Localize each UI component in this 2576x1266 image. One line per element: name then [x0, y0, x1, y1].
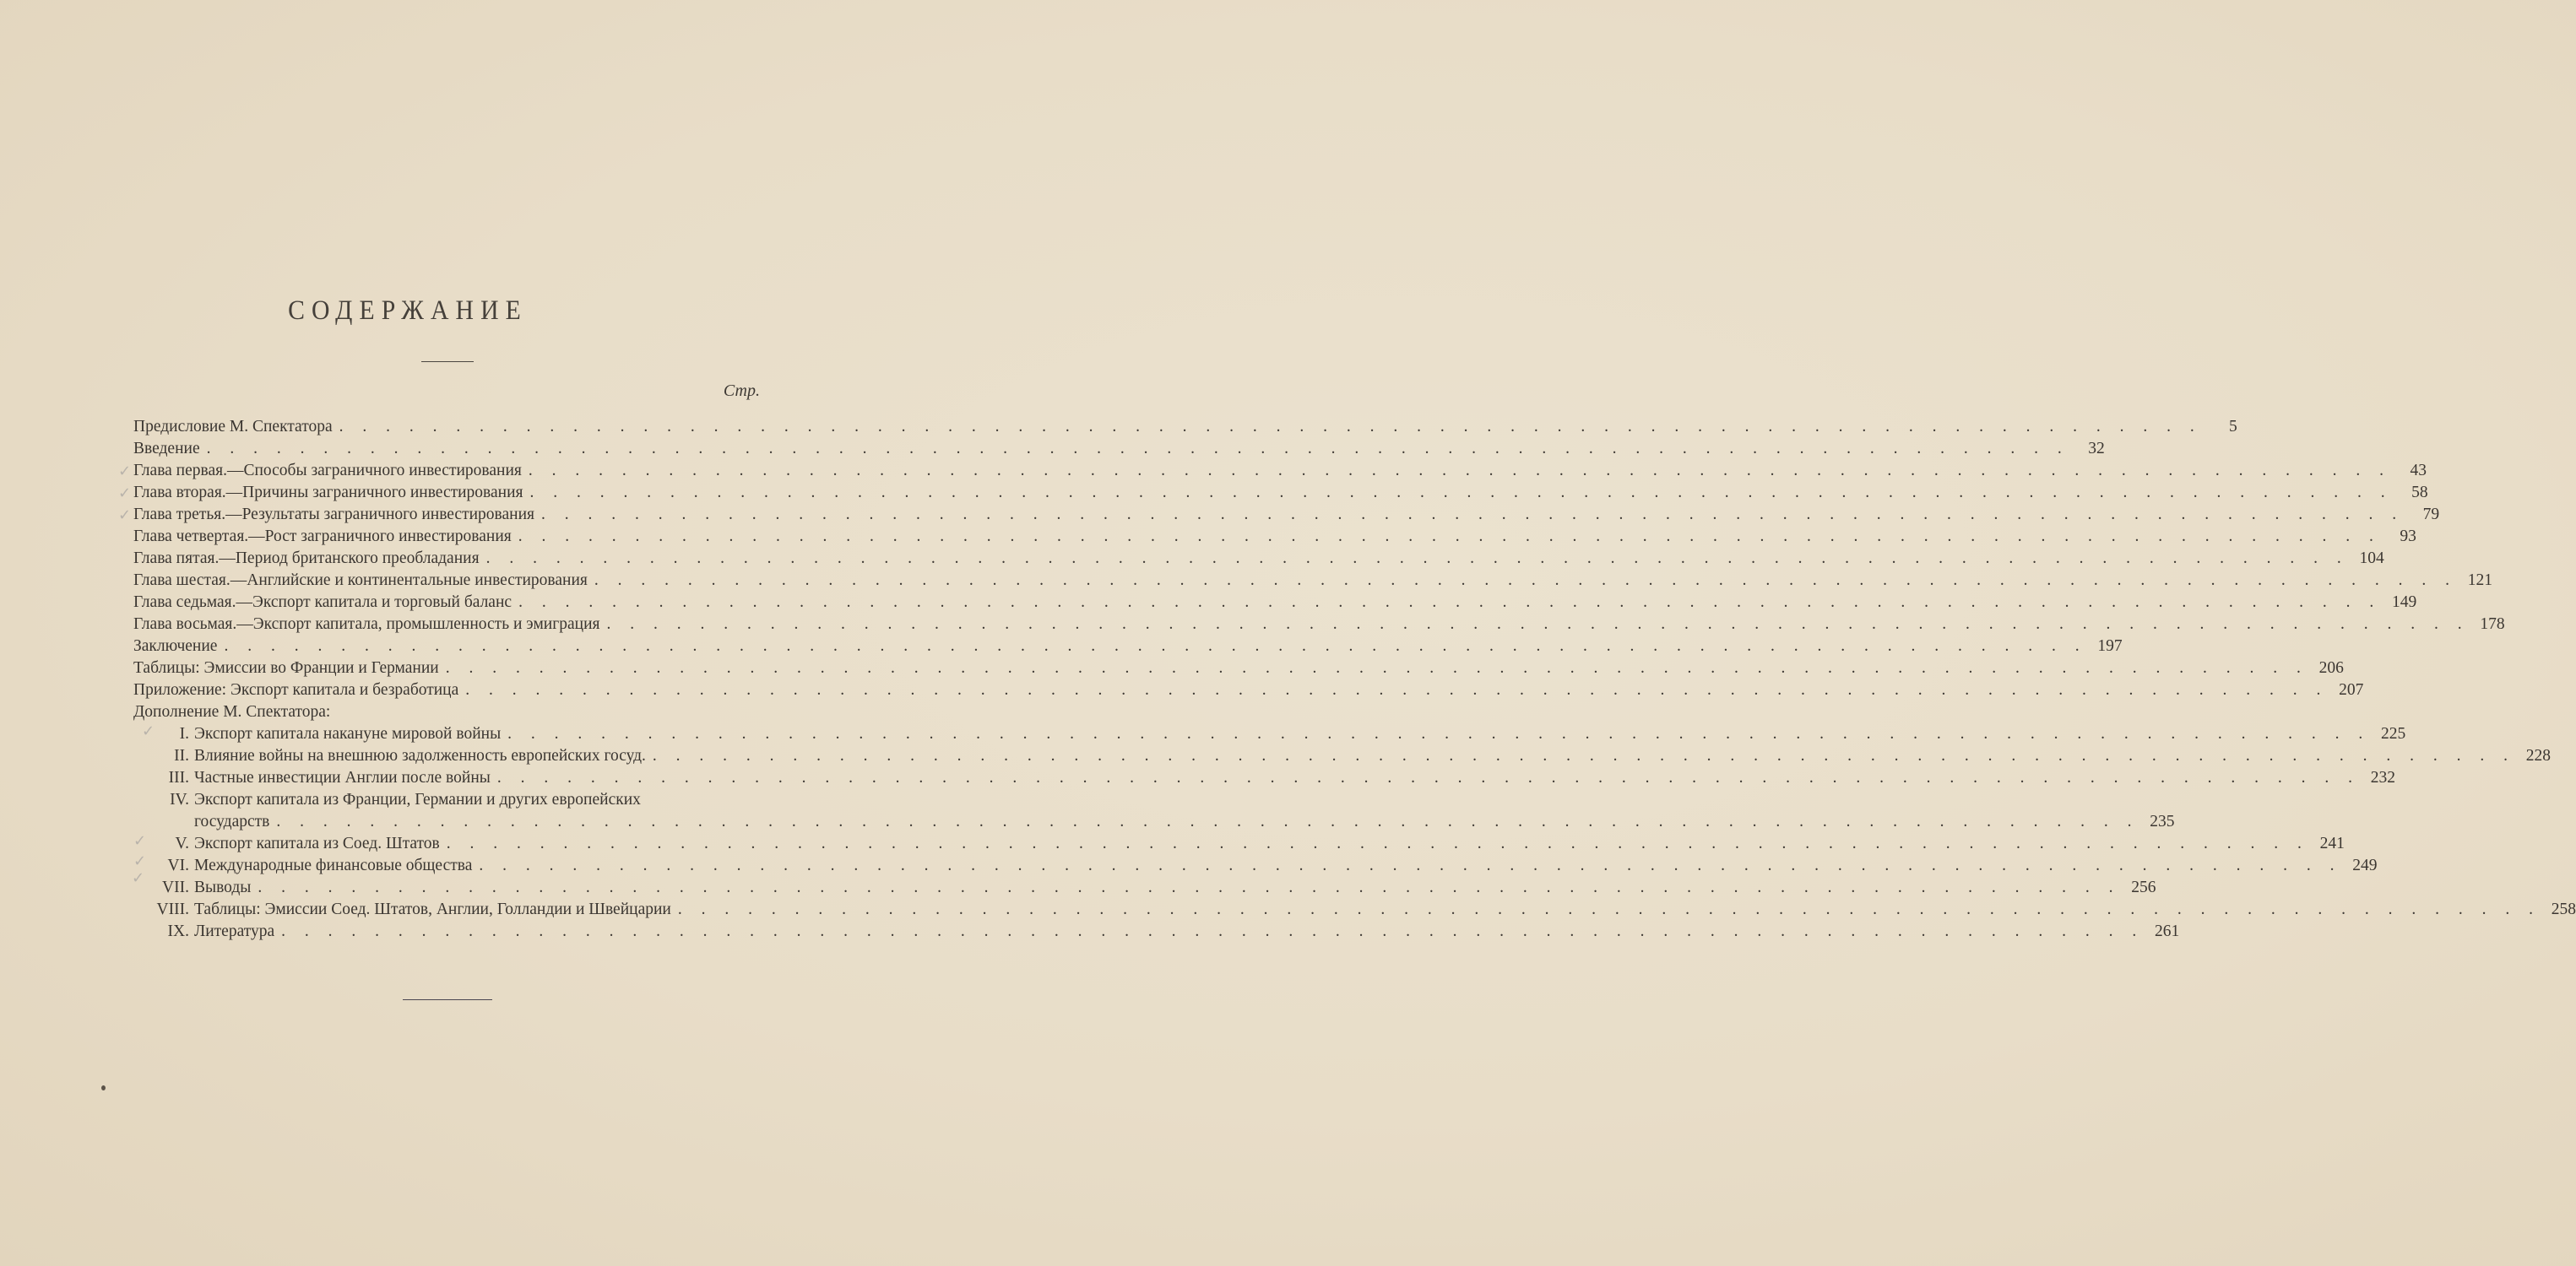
entry-label: Таблицы: Эмиссии во Франции и Германии: [133, 659, 439, 677]
dot-leader: . . . . . . . . . . . . . . . . . . . . . . . . . . . . . . . . . . . . . . . . . . . . . . . . . . . . . . . . . . . . . . . . . . . . . . . . . . . . . . . .: [518, 528, 2381, 545]
dot-leader: . . . . . . . . . . . . . . . . . . . . . . . . . . . . . . . . . . . . . . . . . . . . . . . . . . . . . . . . . . . . . . . . . . . . . . . . . . . . . . . .: [528, 462, 2391, 479]
dot-leader: . . . . . . . . . . . . . . . . . . . . . . . . . . . . . . . . . . . . . . . . . . . . . . . . . . . . . . . . . . . . . . . . . . . . . . . . . . . . . . . .: [529, 484, 2393, 501]
toc-entry[interactable]: [133, 460, 2427, 482]
toc-entry[interactable]: [133, 636, 2123, 657]
entry-label: Выводы: [194, 879, 252, 896]
entry-label: Глава восьмая.—Экспорт капитала, промышленность и эмиграция: [133, 615, 600, 633]
entry-label: Глава четвертая.—Рост заграничного инвестирования: [133, 528, 512, 545]
entry-page: 104: [2359, 549, 2384, 567]
toc-entry[interactable]: [133, 614, 2505, 636]
toc-entry[interactable]: [133, 416, 2237, 438]
supplement-entry[interactable]: [133, 833, 2345, 855]
pencil-checkmark-icon: ✓: [118, 484, 132, 502]
entry-page: 241: [2319, 835, 2345, 852]
entry-label: Заключение: [133, 637, 218, 655]
entry-page: 178: [2480, 615, 2505, 633]
entry-label-continuation: государств: [194, 813, 270, 830]
pencil-checkmark-icon: ✓: [132, 869, 145, 887]
entry-page: 207: [2339, 681, 2364, 699]
dot-leader: . . . . . . . . . . . . . . . . . . . . . . . . . . . . . . . . . . . . . . . . . . . . . . . . . . . . . . . . . . . . . . . . . . . . . . . . . . . . . . . .: [446, 835, 2309, 852]
entry-page: 197: [2097, 637, 2123, 655]
entry-numeral: V.: [175, 835, 189, 852]
entry-label: Глава шестая.—Английские и континентальные инвестирования: [133, 571, 588, 589]
pencil-checkmark-icon: ✓: [133, 832, 147, 850]
dot-leader: . . . . . . . . . . . . . . . . . . . . . . . . . . . . . . . . . . . . . . . . . . . . . . . . . . . . . . . . . . . . . . . . . . . . . . . . . . . . . . . .: [206, 440, 2069, 457]
entry-label: Частные инвестиции Англии после войны: [194, 769, 491, 787]
entry-page: 5: [2229, 418, 2237, 436]
entry-numeral: VII.: [162, 879, 189, 896]
dot-leader: . . . . . . . . . . . . . . . . . . . . . . . . . . . . . . . . . . . . . . . . . . . . . . . . . . . . . . . . . . . . . . . . . . . . . . . . . . . . . . . .: [652, 747, 2516, 765]
dot-leader: . . . . . . . . . . . . . . . . . . . . . . . . . . . . . . . . . . . . . . . . . . . . . . . . . . . . . . . . . . . . . . . . . . . . . . . . . . . . . . . .: [518, 593, 2382, 611]
toc-entry[interactable]: [133, 657, 2344, 679]
ink-speck: [101, 1085, 106, 1090]
entry-page: 258: [2551, 901, 2576, 918]
dot-leader: . . . . . . . . . . . . . . . . . . . . . . . . . . . . . . . . . . . . . . . . . . . . . . . . . . . . . . . . . . . . . . . . . . . . . . . . . . . . . . . .: [540, 506, 2405, 523]
supplement-entry[interactable]: [133, 899, 2576, 921]
supplement-header: [133, 701, 760, 723]
entry-page: 79: [2422, 506, 2440, 523]
entry-page: 249: [2352, 857, 2378, 874]
entry-label: Глава первая.—Способы заграничного инвестирования: [133, 462, 522, 479]
dot-leader: . . . . . . . . . . . . . . . . . . . . . . . . . . . . . . . . . . . . . . . . . . . . . . . . . . . . . . . . . . . . . . . . . . . . . . . . . . . . . . . .: [339, 418, 2202, 436]
entry-label: Глава седьмая.—Экспорт капитала и торговый баланс: [133, 593, 512, 611]
supplement-entry[interactable]: [133, 877, 2156, 899]
entry-label: Глава пятая.—Период британского преобладания: [133, 549, 480, 567]
entry-numeral: III.: [168, 769, 189, 787]
supplement-header-label: Дополнение М. Спектатора:: [133, 703, 331, 721]
title-divider: [421, 361, 474, 362]
supplement-entry[interactable]: [133, 767, 2395, 789]
entry-label: Таблицы: Эмиссии Соед. Штатов, Англии, Голландии и Швейцарии: [194, 901, 671, 918]
pencil-checkmark-icon: ✓: [118, 506, 132, 524]
toc-entry[interactable]: [133, 482, 2428, 504]
dot-leader: . . . . . . . . . . . . . . . . . . . . . . . . . . . . . . . . . . . . . . . . . . . . . . . . . . . . . . . . . . . . . . . . . . . . . . . . . . . . . . . .: [445, 659, 2308, 677]
entry-label: Глава вторая.—Причины заграничного инвестирования: [133, 484, 523, 501]
toc-entry[interactable]: [133, 438, 2105, 460]
supplement-entry[interactable]: [133, 789, 760, 811]
dot-leader: . . . . . . . . . . . . . . . . . . . . . . . . . . . . . . . . . . . . . . . . . . . . . . . . . . . . . . . . . . . . . . . . . . . . . . . . . . . . . . . .: [594, 571, 2457, 589]
entry-page: 32: [2088, 440, 2105, 457]
pencil-checkmark-icon: ✓: [133, 852, 147, 870]
dot-leader: . . . . . . . . . . . . . . . . . . . . . . . . . . . . . . . . . . . . . . . . . . . . . . . . . . . . . . . . . . . . . . . . . . . . . . . . . . . . . . . .: [677, 901, 2541, 918]
supplement-entry[interactable]: [133, 723, 2406, 745]
entry-page: 256: [2131, 879, 2156, 896]
entry-label: Литература: [194, 922, 275, 940]
entry-label: Введение: [133, 440, 200, 457]
toc-entry[interactable]: [133, 570, 2492, 592]
entry-page: 235: [2150, 813, 2175, 830]
entry-numeral: VI.: [167, 857, 189, 874]
dot-leader: . . . . . . . . . . . . . . . . . . . . . . . . . . . . . . . . . . . . . . . . . . . . . . . . . . . . . . . . . . . . . . . . . . . . . . . . . . . . . . . .: [496, 769, 2360, 787]
entry-label: Экспорт капитала из Соед. Штатов: [194, 835, 440, 852]
dot-leader: . . . . . . . . . . . . . . . . . . . . . . . . . . . . . . . . . . . . . . . . . . . . . . . . . . . . . . . . . . . . . . . . . . . . . . . . . . . . . . . .: [281, 922, 2145, 940]
pencil-checkmark-icon: ✓: [118, 463, 132, 480]
supplement-entry[interactable]: [133, 855, 2378, 877]
entry-numeral: VIII.: [156, 901, 189, 918]
entry-label: Приложение: Экспорт капитала и безработица: [133, 681, 459, 699]
entry-label: Глава третья.—Результаты заграничного инвестирования: [133, 506, 534, 523]
entry-page: 43: [2410, 462, 2427, 479]
entry-page: 228: [2525, 747, 2552, 765]
entry-label: Экспорт капитала накануне мировой войны: [194, 725, 502, 743]
entry-label: Экспорт капитала из Франции, Германии и других европейских: [194, 791, 641, 809]
entry-numeral: II.: [174, 747, 189, 765]
dot-leader: . . . . . . . . . . . . . . . . . . . . . . . . . . . . . . . . . . . . . . . . . . . . . . . . . . . . . . . . . . . . . . . . . . . . . . . . . . . . . . . .: [258, 879, 2121, 896]
pencil-checkmark-icon: ✓: [142, 722, 155, 740]
dot-leader: . . . . . . . . . . . . . . . . . . . . . . . . . . . . . . . . . . . . . . . . . . . . . . . . . . . . . . . . . . . . . . . . . . . . . . . . . . . . . . . .: [485, 549, 2349, 567]
entry-label: Международные финансовые общества: [194, 857, 473, 874]
entry-numeral: IX.: [167, 922, 189, 940]
supplement-entry-continuation[interactable]: [133, 811, 2175, 833]
toc-entry[interactable]: [133, 526, 2416, 548]
entry-page: 232: [2370, 769, 2395, 787]
page-column-label: Стр.: [723, 381, 760, 400]
entry-page: 93: [2400, 528, 2416, 545]
toc-entry[interactable]: [133, 592, 2417, 614]
table-of-contents: [133, 416, 2576, 943]
entry-page: 58: [2411, 484, 2428, 501]
entry-page: 261: [2155, 922, 2180, 940]
entry-numeral: IV.: [170, 791, 189, 809]
dot-leader: . . . . . . . . . . . . . . . . . . . . . . . . . . . . . . . . . . . . . . . . . . . . . . . . . . . . . . . . . . . . . . . . . . . . . . . . . . . . . . . .: [606, 615, 2470, 633]
toc-entry[interactable]: [133, 679, 2364, 701]
entry-page: 149: [2391, 593, 2417, 611]
page-title: СОДЕРЖАНИЕ: [288, 295, 528, 326]
entry-numeral: I.: [179, 725, 189, 743]
toc-entry[interactable]: [133, 548, 2384, 570]
dot-leader: . . . . . . . . . . . . . . . . . . . . . . . . . . . . . . . . . . . . . . . . . . . . . . . . . . . . . . . . . . . . . . . . . . . . . . . . . . . . . . . .: [465, 681, 2329, 699]
dot-leader: . . . . . . . . . . . . . . . . . . . . . . . . . . . . . . . . . . . . . . . . . . . . . . . . . . . . . . . . . . . . . . . . . . . . . . . . . . . . . . . .: [507, 725, 2371, 743]
entry-page: 225: [2381, 725, 2406, 743]
entry-page: 206: [2318, 659, 2344, 677]
entry-label: Влияние войны на внешнюю задолженность европейских госуд.: [194, 747, 646, 765]
entry-label: Предисловие М. Спектатора: [133, 418, 333, 436]
dot-leader: . . . . . . . . . . . . . . . . . . . . . . . . . . . . . . . . . . . . . . . . . . . . . . . . . . . . . . . . . . . . . . . . . . . . . . . . . . . . . . . .: [479, 857, 2342, 874]
closing-divider: [403, 999, 492, 1000]
toc-entry[interactable]: [133, 504, 2440, 526]
entry-page: 121: [2467, 571, 2492, 589]
dot-leader: . . . . . . . . . . . . . . . . . . . . . . . . . . . . . . . . . . . . . . . . . . . . . . . . . . . . . . . . . . . . . . . . . . . . . . . . . . . . . . . .: [224, 637, 2087, 655]
supplement-entry[interactable]: [133, 921, 2180, 943]
dot-leader: . . . . . . . . . . . . . . . . . . . . . . . . . . . . . . . . . . . . . . . . . . . . . . . . . . . . . . . . . . . . . . . . . . . . . . . . . . . . . . . .: [276, 813, 2139, 830]
supplement-entry[interactable]: [133, 745, 2552, 767]
